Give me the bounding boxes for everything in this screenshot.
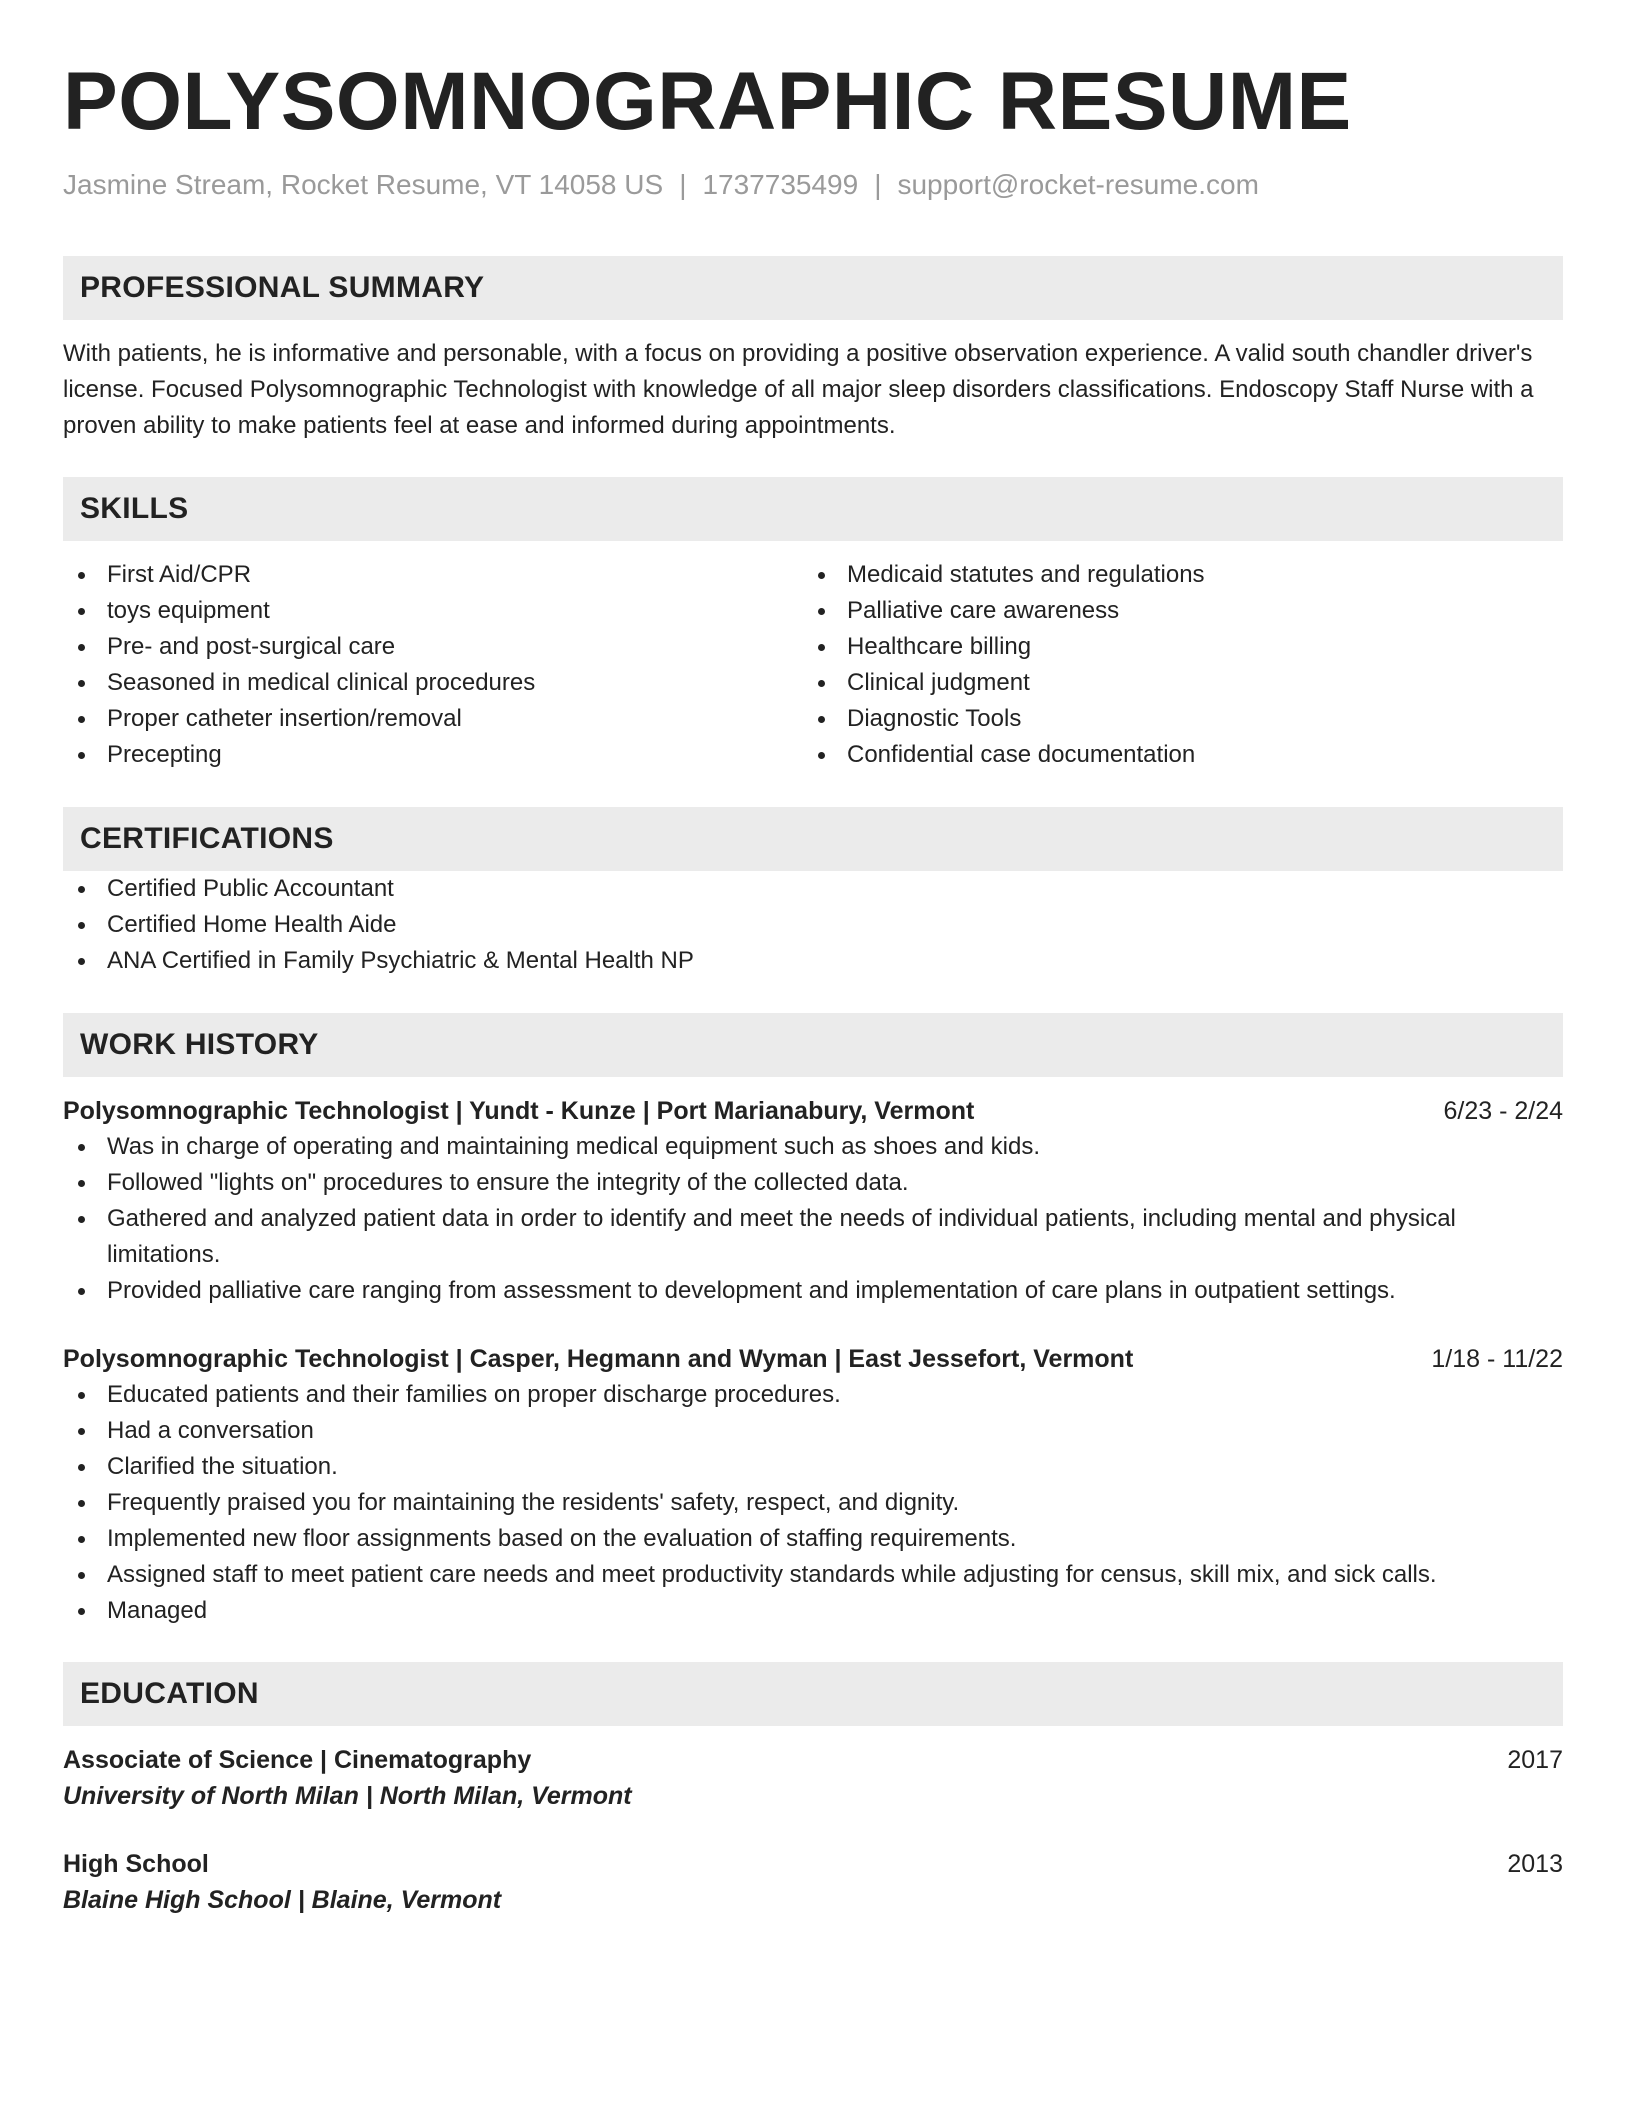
resume-title: POLYSOMNOGRAPHIC RESUME (63, 56, 1352, 147)
job-dates: 1/18 - 11/22 (1431, 1345, 1563, 1373)
job-duty: Managed (63, 1593, 1563, 1629)
job-duty: Had a conversation (63, 1413, 1563, 1449)
job-duty: Provided palliative care ranging from assessment to development and implementation of care plans in outpatient settings. (63, 1273, 1563, 1309)
education-header (63, 1846, 1563, 1882)
contact-separator: | (874, 169, 882, 200)
education-entry (63, 1846, 1563, 1918)
skill-item: Pre- and post-surgical care (63, 629, 803, 665)
contact-line (63, 166, 1563, 204)
job-duty: Educated patients and their families on proper discharge procedures. (63, 1377, 1563, 1413)
skill-item: toys equipment (63, 593, 803, 629)
skill-item: Seasoned in medical clinical procedures (63, 665, 803, 701)
skills-column-right (803, 557, 1543, 773)
skill-item: Palliative care awareness (803, 593, 1543, 629)
skills-heading: SKILLS (63, 477, 1563, 541)
job-entry (63, 1341, 1563, 1629)
job-duty: Followed "lights on" procedures to ensure the integrity of the collected data. (63, 1165, 1563, 1201)
work-history-heading: WORK HISTORY (63, 1013, 1563, 1077)
education-header (63, 1742, 1563, 1778)
skill-item: Precepting (63, 737, 803, 773)
education-year: 2013 (1507, 1850, 1563, 1878)
skill-item: Healthcare billing (803, 629, 1543, 665)
certifications-heading: CERTIFICATIONS (63, 807, 1563, 871)
skill-item: Clinical judgment (803, 665, 1543, 701)
job-dates: 6/23 - 2/24 (1443, 1097, 1563, 1125)
education-heading: EDUCATION (63, 1662, 1563, 1726)
education-degree: High School (63, 1850, 209, 1878)
job-duties-list (63, 1377, 1563, 1629)
contact-address: Jasmine Stream, Rocket Resume, VT 14058 US (63, 169, 664, 200)
certifications-list (63, 871, 1563, 979)
job-duties-list (63, 1129, 1563, 1309)
job-header (63, 1341, 1563, 1377)
job-duty: Clarified the situation. (63, 1449, 1563, 1485)
certification-item: Certified Home Health Aide (63, 907, 1563, 943)
job-title: Polysomnographic Technologist | Casper, Hegmann and Wyman | East Jessefort, Vermont (63, 1345, 1134, 1373)
skill-item: Confidential case documentation (803, 737, 1543, 773)
contact-email: support@rocket-resume.com (897, 169, 1259, 200)
resume-page (63, 52, 1563, 1918)
summary-text: With patients, he is informative and personable, with a focus on providing a positive observation experience. A valid south chandler driver's license. Focused Polysomnographic Technologist with knowledge of all major sleep disorders classifications. Endoscopy Staff Nurse with a proven ability to make patients feel at ease and informed during appointments. (63, 340, 1534, 439)
job-duty: Assigned staff to meet patient care needs and meet productivity standards while adjusting for census, skill mix, and sick calls. (63, 1557, 1563, 1593)
skills-column-left (63, 557, 803, 773)
summary-heading: PROFESSIONAL SUMMARY (63, 256, 1563, 320)
contact-separator: | (679, 169, 687, 200)
job-title: Polysomnographic Technologist | Yundt - Kunze | Port Marianabury, Vermont (63, 1097, 975, 1125)
education-year: 2017 (1507, 1746, 1563, 1774)
skills-grid (63, 557, 1563, 773)
contact-phone: 1737735499 (702, 169, 859, 200)
education-degree: Associate of Science | Cinematography (63, 1746, 532, 1774)
job-header (63, 1093, 1563, 1129)
skill-item: First Aid/CPR (63, 557, 803, 593)
job-entry (63, 1093, 1563, 1309)
education-entry (63, 1742, 1563, 1814)
education-school: University of North Milan | North Milan, Vermont (63, 1782, 632, 1810)
job-duty: Gathered and analyzed patient data in order to identify and meet the needs of individual patients, including mental and physical limitations. (63, 1201, 1563, 1273)
skill-item: Medicaid statutes and regulations (803, 557, 1543, 593)
certification-item: ANA Certified in Family Psychiatric & Mental Health NP (63, 943, 1563, 979)
job-duty: Was in charge of operating and maintaining medical equipment such as shoes and kids. (63, 1129, 1563, 1165)
certification-item: Certified Public Accountant (63, 871, 1563, 907)
skill-item: Diagnostic Tools (803, 701, 1543, 737)
job-duty: Frequently praised you for maintaining the residents' safety, respect, and dignity. (63, 1485, 1563, 1521)
skill-item: Proper catheter insertion/removal (63, 701, 803, 737)
education-school: Blaine High School | Blaine, Vermont (63, 1886, 502, 1914)
job-duty: Implemented new floor assignments based on the evaluation of staffing requirements. (63, 1521, 1563, 1557)
